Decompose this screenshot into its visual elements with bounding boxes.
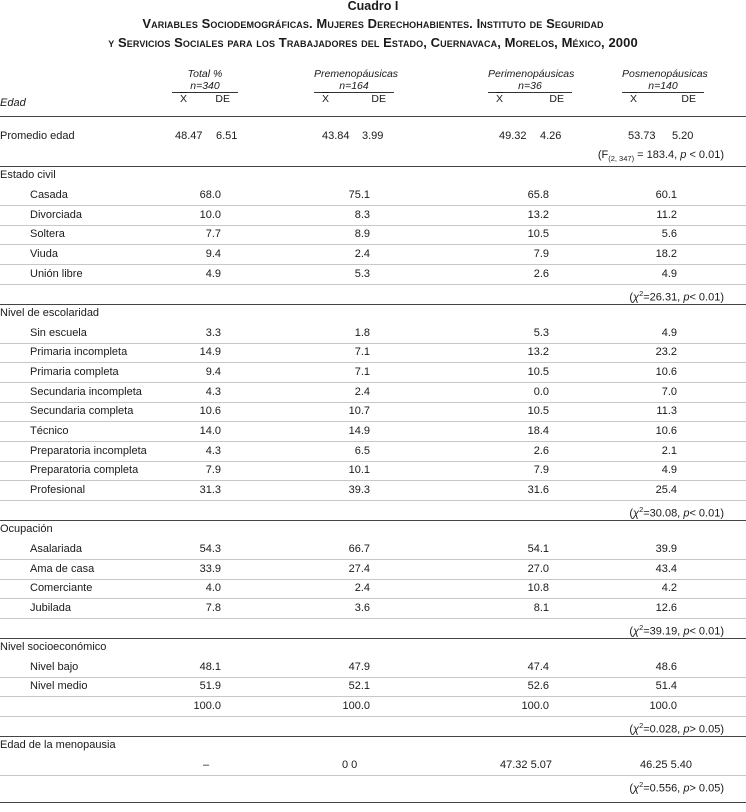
cell-value: 9.4 xyxy=(205,248,221,261)
cell-value: 66.7 xyxy=(348,542,370,555)
cell-value: 7.1 xyxy=(354,346,370,359)
cell-value: 10.6 xyxy=(199,405,221,418)
table-row: Profesional 31.3 39.3 31.6 25.4 xyxy=(0,481,746,501)
section-stat-row xyxy=(0,716,746,735)
section-title: Nivel de escolaridad xyxy=(0,306,100,319)
cell-value: 10.6 xyxy=(655,425,677,437)
cell-value: 9.4 xyxy=(205,365,221,378)
cell-value: 46.25 5.40 xyxy=(640,758,692,771)
cell-value: 10.1 xyxy=(348,464,370,477)
section-stat-row xyxy=(0,500,746,519)
table-row: Divorciada 10.0 8.3 13.2 11.2 xyxy=(0,206,746,226)
table-row: Jubilada 7.8 3.6 8.1 12.6 xyxy=(0,599,746,619)
promedio-stat: ($F_{(2, 347)} = 183.4$, p < 0.01) xyxy=(597,149,724,164)
table-row: Primaria incompleta 14.9 7.1 13.2 23.2 xyxy=(0,343,746,363)
cell-value: 7.9 xyxy=(533,248,549,261)
table-row: Casada 68.0 75.1 65.8 60.1 xyxy=(0,186,746,206)
section-stat-row xyxy=(0,618,746,637)
cell-value: 2.4 xyxy=(354,385,370,398)
cell-value: 13.2 xyxy=(527,346,549,359)
cell-value: 2.4 xyxy=(354,248,370,261)
cell-value: 10.7 xyxy=(348,405,370,418)
table-row: Ama de casa 33.9 27.4 27.0 43.4 xyxy=(0,560,746,580)
cell-value: 5.3 xyxy=(533,326,549,339)
cell-value: 27.0 xyxy=(527,562,549,575)
cell-value: 12.6 xyxy=(655,601,677,614)
table-row: Unión libre 4.9 5.3 2.6 4.9 xyxy=(0,265,746,285)
cell-value: 48.1 xyxy=(199,660,221,673)
cell-value: 31.6 xyxy=(527,484,549,497)
menopausia-row xyxy=(0,756,746,776)
cell-value: – xyxy=(203,758,210,771)
section-title: Ocupación xyxy=(0,522,53,535)
cell-value: 10.5 xyxy=(527,405,549,418)
cell-value: 4.3 xyxy=(205,385,221,398)
stat-value: ($\chi^2=0.556$, p> 0.05) xyxy=(629,779,724,795)
cell-value: 3.6 xyxy=(354,601,370,614)
cell-value: 65.8 xyxy=(527,189,549,201)
table-row: Nivel bajo 48.1 47.9 47.4 48.6 xyxy=(0,658,746,678)
cell-value: 7.1 xyxy=(354,365,370,378)
cell-value: 10.5 xyxy=(527,365,549,378)
cell-value: 60.1 xyxy=(655,189,677,201)
bottom-rule xyxy=(0,802,746,803)
table-title: Cuadro I xyxy=(347,0,399,13)
cell-value: 51.4 xyxy=(655,680,677,693)
cell-value: 43.4 xyxy=(655,562,677,575)
cell-value: 100.0 xyxy=(649,700,677,712)
cell-value: 4.2 xyxy=(661,582,677,595)
cell-value: 100.0 xyxy=(342,700,370,712)
cell-value: 0 0 xyxy=(342,758,358,771)
edad-label: Edad xyxy=(0,97,26,109)
stat-value: ($\chi^2=39.19$, p< 0.01) xyxy=(629,622,724,638)
cell-value: 13.2 xyxy=(527,208,549,221)
cell-value: 4.9 xyxy=(661,267,677,280)
cell-value: 54.3 xyxy=(199,542,221,555)
cell-value: 48.6 xyxy=(655,660,677,673)
cell-value: 7.7 xyxy=(205,228,221,241)
cell-value: 27.4 xyxy=(348,562,370,575)
cell-value: 68.0 xyxy=(199,189,221,201)
section-title: Edad de la menopausia xyxy=(0,738,116,751)
col-header-total: Total % n=340 $\overline{X}$ DE xyxy=(172,68,238,105)
table-row: Secundaria completa 10.6 10.7 10.5 11.3 xyxy=(0,402,746,422)
cell-value: 3.3 xyxy=(205,326,221,339)
cell-value: 14.9 xyxy=(199,346,221,359)
section-stat-row xyxy=(0,284,746,303)
cell-value: 7.0 xyxy=(661,385,677,398)
cell-value: 47.32 5.07 xyxy=(500,758,552,771)
cell-value: 4.0 xyxy=(205,582,221,595)
cell-value: 75.1 xyxy=(348,189,370,201)
promedio-edad-row: Promedio edad 48.47 6.51 43.84 3.99 49.32 4.26 53.73 5.20 xyxy=(0,130,694,142)
table-row: Primaria completa 9.4 7.1 10.5 10.6 xyxy=(0,363,746,383)
cell-value: 7.8 xyxy=(205,601,221,614)
table-row: Soltera 7.7 8.9 10.5 5.6 xyxy=(0,225,746,245)
cell-value: 10.0 xyxy=(199,208,221,221)
cell-value: 10.8 xyxy=(527,582,549,595)
cell-value: 5.3 xyxy=(354,267,370,280)
stat-value: ($\chi^2=26.31$, p< 0.01) xyxy=(629,288,724,304)
col-header-perimenopausicas: Perimenopáusicas n=36 $\overline{X}$ DE xyxy=(488,68,575,105)
col-header-premenopausicas: Premenopáusicas n=164 $\overline{X}$ DE xyxy=(314,68,399,105)
stat-value: ($\chi^2=0.028$, p> 0.05) xyxy=(629,720,724,736)
table-header xyxy=(0,0,746,54)
cell-value: 100.0 xyxy=(193,700,221,712)
table-row: Asalariada 54.3 66.7 54.1 39.9 xyxy=(0,540,746,560)
cell-value: 14.0 xyxy=(199,425,221,437)
table-row: Secundaria incompleta 4.3 2.4 0.0 7.0 xyxy=(0,383,746,403)
cell-value: 100.0 xyxy=(521,700,549,712)
cell-value: 31.3 xyxy=(199,484,221,497)
table-row: Técnico 14.0 14.9 18.4 10.6 xyxy=(0,422,746,442)
cell-value: 8.9 xyxy=(354,228,370,241)
cell-value: 4.9 xyxy=(661,326,677,339)
cell-value: 6.5 xyxy=(354,444,370,457)
col-header-posmenopausicas: Posmenopáusicas n=140 $\overline{X}$ DE xyxy=(622,68,708,105)
table-row: Viuda 9.4 2.4 7.9 18.2 xyxy=(0,245,746,265)
table-row: Nivel medio 51.9 52.1 52.6 51.4 xyxy=(0,677,746,697)
cell-value: 4.9 xyxy=(661,464,677,477)
cell-value: 18.4 xyxy=(527,425,549,437)
table-subtitle-2: y Servicios Sociales para los Trabajadores del Estado, Cuernavaca, Morelos, México, 2000 xyxy=(108,35,638,50)
table-row: Preparatoria completa 7.9 10.1 7.9 4.9 xyxy=(0,461,746,481)
cell-value: 52.6 xyxy=(527,680,549,693)
cell-value: 5.6 xyxy=(661,228,677,241)
cell-value: 1.8 xyxy=(354,326,370,339)
cell-value: 47.4 xyxy=(527,660,549,673)
cell-value: 47.9 xyxy=(348,660,370,673)
section-title: Nivel socioeconómico xyxy=(0,640,107,653)
table-row: Comerciante 4.0 2.4 10.8 4.2 xyxy=(0,579,746,599)
cell-value: 4.3 xyxy=(205,444,221,457)
cell-value: 10.5 xyxy=(527,228,549,241)
table-row: Preparatoria incompleta 4.3 6.5 2.6 2.1 xyxy=(0,442,746,462)
cell-value: 10.6 xyxy=(655,365,677,378)
cell-value: 2.1 xyxy=(661,444,677,457)
stat-value: ($\chi^2=30.08$, p< 0.01) xyxy=(629,504,724,520)
promedio-stat-row xyxy=(0,146,746,165)
cell-value: 11.3 xyxy=(656,405,677,418)
cell-value: 54.1 xyxy=(527,542,549,555)
cell-value: 18.2 xyxy=(655,248,677,261)
cell-value: 14.9 xyxy=(348,425,370,437)
cell-value: 7.9 xyxy=(533,464,549,477)
cell-value: 8.1 xyxy=(533,601,549,614)
menopausia-stat-row xyxy=(0,775,746,794)
cell-value: 2.6 xyxy=(533,444,549,457)
table-row: Sin escuela 3.3 1.8 5.3 4.9 xyxy=(0,324,746,344)
cell-value: 33.9 xyxy=(199,562,221,575)
cell-value: 39.9 xyxy=(655,542,677,555)
cell-value: 51.9 xyxy=(199,680,221,693)
cell-value: 0.0 xyxy=(533,385,549,398)
section-title: Estado civil xyxy=(0,169,56,181)
cell-value: 25.4 xyxy=(655,484,677,497)
cell-value: 2.4 xyxy=(354,582,370,595)
cell-value: 8.3 xyxy=(354,208,370,221)
cell-value: 39.3 xyxy=(348,484,370,497)
table-subtitle-1: Variables Sociodemográficas. Mujeres Derechohabientes. Instituto de Seguridad xyxy=(142,16,604,31)
cell-value: 4.9 xyxy=(205,267,221,280)
header-rule xyxy=(0,116,746,117)
cell-value: 11.2 xyxy=(656,208,677,221)
cell-value: 2.6 xyxy=(533,267,549,280)
cell-value: 52.1 xyxy=(348,680,370,693)
cell-value: 23.2 xyxy=(655,346,677,359)
cell-value: 7.9 xyxy=(205,464,221,477)
table-row xyxy=(0,697,746,717)
